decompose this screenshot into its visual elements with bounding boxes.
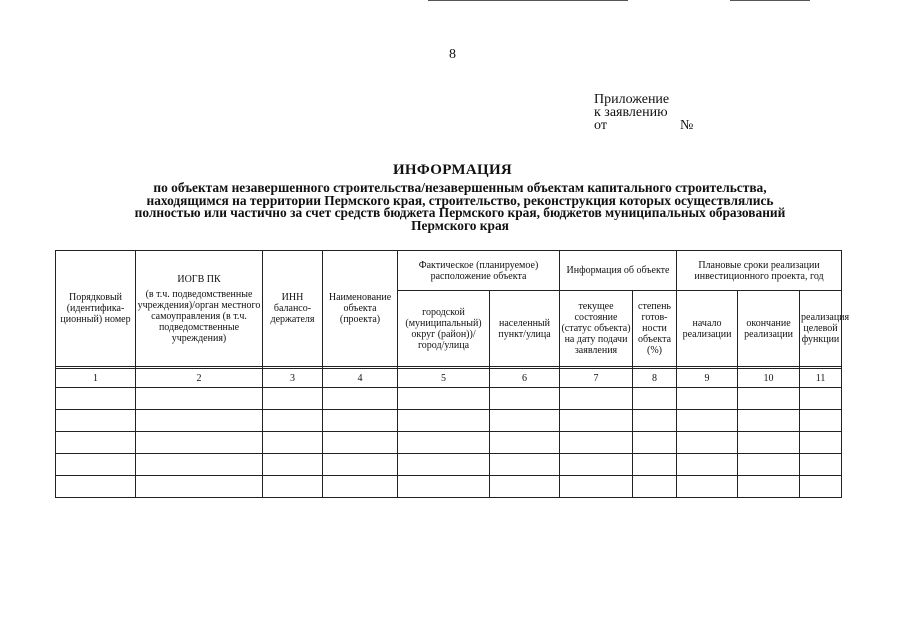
table-cell [560, 388, 633, 410]
header-status: текущее состояние (статус объекта) на дату подачи заявления [560, 291, 633, 367]
column-number: 6 [490, 369, 560, 388]
table-cell [633, 476, 677, 498]
column-number: 11 [800, 369, 842, 388]
header-start: начало реализации [677, 291, 738, 367]
table-cell [56, 454, 136, 476]
table-cell [738, 388, 800, 410]
table-cell [398, 410, 490, 432]
subtitle-line-3: полностью или частично за счет средств бюджета Пермского края, бюджетов муниципальных образований [134, 205, 786, 220]
header-readiness: степень готов-ности объекта (%) [633, 291, 677, 367]
table-cell [633, 388, 677, 410]
header-authority-detail: (в т.ч. подведомственные учреждения)/орган местного самоуправления (в т.ч. подведомственные учреждения) [137, 288, 261, 344]
table-cell [490, 454, 560, 476]
table-cell [490, 432, 560, 454]
table-cell [490, 476, 560, 498]
table-cell [633, 410, 677, 432]
table-cell [398, 388, 490, 410]
table-cell [677, 388, 738, 410]
table-cell [738, 410, 800, 432]
table-row [56, 454, 842, 476]
table-row [56, 476, 842, 498]
table-cell [263, 476, 323, 498]
subtitle-line-1: по объектам незавершенного строительства/незавершенным объектам капитального строительства, [153, 180, 767, 195]
subtitle-line-4: Пермского края [411, 217, 509, 233]
header-object-name: Наименование объекта (проекта) [323, 251, 398, 367]
header-settlement: населенный пункт/улица [490, 291, 560, 367]
table-cell [677, 476, 738, 498]
appendix-line-3: от [594, 118, 607, 133]
document-title: ИНФОРМАЦИЯ [392, 162, 513, 178]
table-cell [56, 410, 136, 432]
appendix-line-2: к заявлению [594, 105, 668, 120]
table-cell [398, 432, 490, 454]
column-number: 1 [56, 369, 136, 388]
table-cell [323, 388, 398, 410]
info-table [55, 250, 850, 498]
table-cell [490, 388, 560, 410]
column-number-row [56, 369, 842, 388]
header-authority [136, 251, 263, 367]
table-cell [800, 388, 842, 410]
column-number: 7 [560, 369, 633, 388]
table-cell [398, 476, 490, 498]
table-cell [263, 388, 323, 410]
page-number: 8 [449, 47, 456, 62]
header-order-number: Порядковый (идентифика-ционный) номер [56, 251, 136, 367]
table-cell [800, 432, 842, 454]
table-cell [263, 432, 323, 454]
table-cell [560, 432, 633, 454]
table-cell [56, 476, 136, 498]
table-cell [136, 410, 263, 432]
table-cell [560, 410, 633, 432]
appendix-block [594, 92, 694, 133]
table-cell [738, 476, 800, 498]
column-number: 2 [136, 369, 263, 388]
subtitle-line-2: находящимся на территории Пермского края, строительство, реконструкция которых осуществлялись [146, 192, 774, 208]
table-cell [56, 432, 136, 454]
table-cell [323, 410, 398, 432]
table-cell [56, 388, 136, 410]
column-number: 9 [677, 369, 738, 388]
header-terms-group: Плановые сроки реализации инвестиционного проекта, год [677, 251, 842, 291]
scan-edge-line-left [428, 0, 628, 1]
appendix-line-1: Приложение [594, 92, 670, 107]
header-target-function: реализация целевой функции [800, 291, 842, 367]
empty-rows-body [56, 388, 842, 498]
table-row [56, 410, 842, 432]
document-subtitle [100, 182, 820, 232]
table-cell [323, 432, 398, 454]
table-cell [490, 410, 560, 432]
table-cell [263, 410, 323, 432]
header-end: окончание реализации [738, 291, 800, 367]
table-cell [263, 454, 323, 476]
header-location-group: Фактическое (планируемое) расположение объекта [398, 251, 560, 291]
column-number: 10 [738, 369, 800, 388]
table-cell [800, 476, 842, 498]
table-cell [560, 476, 633, 498]
scan-edge-line-right [730, 0, 810, 1]
column-number: 5 [398, 369, 490, 388]
header-authority-title: ИОГВ ПК [177, 273, 221, 285]
header-info-group: Информация об объекте [560, 251, 677, 291]
table-cell [136, 454, 263, 476]
table-cell [738, 432, 800, 454]
column-number: 8 [633, 369, 677, 388]
table-cell [323, 454, 398, 476]
table-cell [738, 454, 800, 476]
table-cell [800, 410, 842, 432]
table-cell [560, 454, 633, 476]
table-cell [136, 388, 263, 410]
table-row [56, 432, 842, 454]
table-cell [136, 476, 263, 498]
table-cell [323, 476, 398, 498]
column-number: 4 [323, 369, 398, 388]
header-district: городской (муниципальный) округ (район))/ город/улица [398, 291, 490, 367]
number-sign: № [680, 118, 694, 133]
table-cell [398, 454, 490, 476]
table-cell [136, 432, 263, 454]
table-row [56, 388, 842, 410]
table-cell [677, 454, 738, 476]
table-cell [633, 454, 677, 476]
table-cell [633, 432, 677, 454]
table-cell [677, 432, 738, 454]
header-inn: ИНН балансо-держателя [263, 251, 323, 367]
table-cell [800, 454, 842, 476]
column-number: 3 [263, 369, 323, 388]
table-cell [677, 410, 738, 432]
